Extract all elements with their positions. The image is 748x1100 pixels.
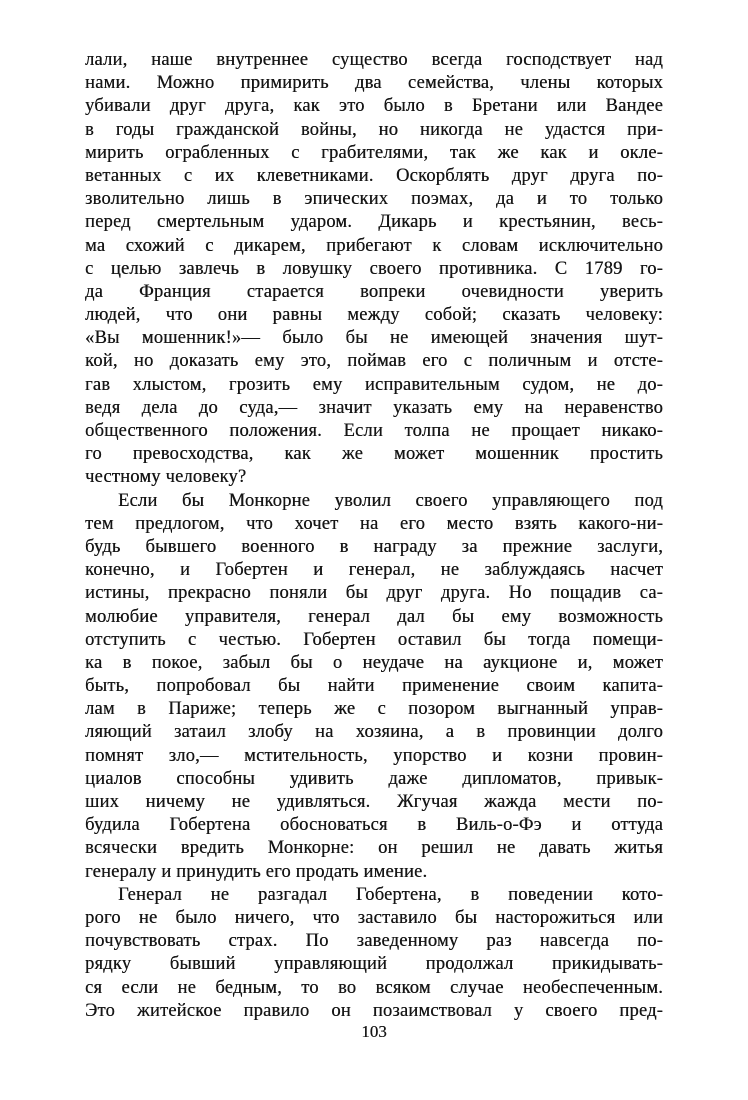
text-line: зволительно лишь в эпических поэмах, да и то только	[85, 189, 663, 210]
text-line: го превосходства, как же может мошенник простить	[85, 444, 663, 465]
text-line: Это житейское правило он позаимствовал у своего пред-	[85, 1000, 663, 1021]
text-line: мирить ограбленных с грабителями, так же как и окле-	[85, 142, 663, 163]
text-line: лали, наше внутреннее существо всегда господствует над	[85, 50, 663, 70]
text-line: нами. Можно примирить два семейства, члены которых	[85, 73, 663, 94]
text-line: в годы гражданской войны, но никогда не удастся при-	[85, 119, 663, 140]
text-line: ма схожий с дикарем, прибегают к словам исключительно	[85, 235, 663, 256]
text-line: людей, что они равны между собой; сказать человеку:	[85, 305, 663, 326]
text-line: с целью завлечь в ловушку своего противника. С 1789 го-	[85, 258, 663, 279]
text-line: перед смертельным ударом. Дикарь и крестьянин, весь-	[85, 212, 663, 233]
text-line: почувствовать страх. По заведенному раз навсегда по-	[85, 931, 663, 952]
text-line: циалов способны удивить даже дипломатов, привык-	[85, 768, 663, 789]
text-line: да Франция старается вопреки очевидности уверить	[85, 281, 663, 302]
text-line: рого не было ничего, что заставило бы насторожиться или	[85, 907, 663, 928]
page-number: 103	[361, 1022, 387, 1041]
text-line: конечно, и Гобертен и генерал, не заблуждаясь насчет	[85, 560, 663, 581]
text-line: рядку бывший управляющий продолжал прикидывать-	[85, 954, 663, 975]
text-line: Если бы Монкорне уволил своего управляющего под	[118, 490, 663, 511]
text-line: всячески вредить Монкорне: он решил не давать житья	[85, 838, 663, 859]
text-line: генералу и принудить его продать имение.	[85, 861, 428, 882]
text-line: честному человеку?	[85, 467, 247, 488]
text-line: лам в Париже; теперь же с позором выгнанный управ-	[85, 699, 663, 720]
text-line: общественного положения. Если толпа не прощает никако-	[85, 421, 663, 441]
text-line: истины, прекрасно поняли бы друг друга. Но пощадив са-	[85, 583, 663, 604]
text-line: ка в покое, забыл бы о неудаче на аукционе и, может	[85, 652, 663, 673]
text-line: ляющий затаил злобу на хозяина, а в провинции долго	[85, 722, 663, 743]
text-line: помнят зло,— мстительность, упорство и козни провин-	[85, 745, 663, 766]
text-line: будила Гобертена обосноваться в Виль-о-Фэ и оттуда	[85, 815, 663, 836]
text-line: гав хлыстом, грозить ему исправительным судом, не до-	[85, 374, 663, 395]
text-line: Генерал не разгадал Гобертена, в поведении кото-	[118, 884, 663, 905]
text-line: ведя дела до суда,— значит указать ему на неравенство	[85, 397, 663, 418]
text-line: убивали друг друга, как это было в Бретани или Вандее	[85, 96, 663, 117]
text-line: тем предлогом, что хочет на его место взять какого-ни-	[85, 513, 663, 534]
text-line: отступить с честью. Гобертен оставил бы тогда помещи-	[85, 629, 663, 650]
text-line: ветанных с их клеветниками. Оскорблять друг друга по-	[85, 165, 663, 186]
text-block	[85, 49, 663, 1023]
text-line: «Вы мошенник!»— было бы не имеющей значения шут-	[85, 328, 663, 349]
text-line: молюбие управителя, генерал дал бы ему возможность	[85, 606, 663, 627]
text-line: кой, но доказать ему это, поймав его с поличным и отсте-	[85, 351, 663, 372]
text-line: будь бывшего военного в награду за прежние заслуги,	[85, 536, 663, 557]
text-line: ся если не бедным, то во всяком случае необеспеченным.	[85, 977, 663, 998]
text-line: быть, попробовал бы найти применение своим капита-	[85, 676, 663, 697]
text-line: ших ничему не удивляться. Жгучая жажда мести по-	[85, 792, 663, 812]
